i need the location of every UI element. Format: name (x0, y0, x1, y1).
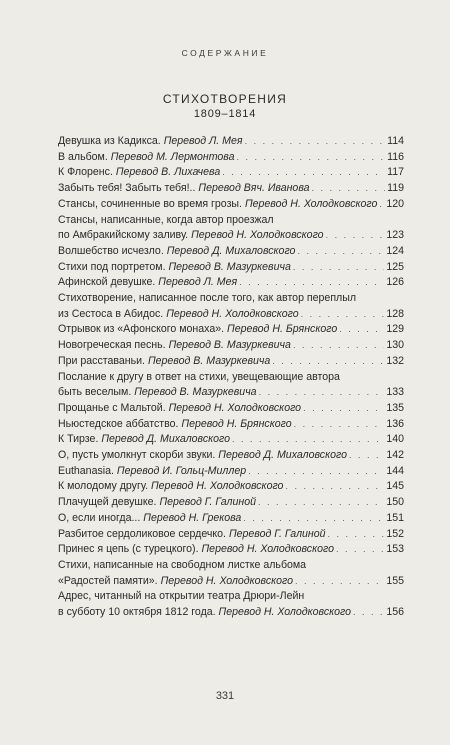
section-title: СТИХОТВОРЕНИЯ (162, 92, 288, 106)
toc-entry-page: 124 (386, 244, 404, 257)
dot-leader (328, 527, 385, 543)
toc-entry-page: 132 (386, 354, 404, 367)
toc-entry-translator: Перевод В. Мазуркевича (147, 354, 271, 367)
toc-entry-title: Euthanasia. (58, 464, 114, 477)
toc-entry-title: Забыть тебя! Забыть тебя!.. (58, 182, 196, 195)
toc-entry (58, 479, 404, 495)
toc-entry (58, 542, 404, 558)
dot-leader (301, 307, 385, 323)
dot-leader (243, 511, 384, 527)
toc-entry-translator: Перевод И. Гольц-Миллер (116, 464, 247, 477)
toc-entry-translator: Перевод Н. Холодковского (166, 307, 299, 320)
toc-entry-title: К Тирзе. (58, 433, 99, 446)
toc-entry-translator: Перевод Л. Мея (158, 276, 238, 289)
toc-entry-title: Прощанье с Мальтой. (58, 401, 166, 414)
toc-entry-title: Отрывок из «Афонского монаха». (58, 323, 225, 336)
toc-entry-title-line: Стихотворение, написанное после того, как автор переплыл (58, 292, 357, 305)
toc-entry-page: 145 (386, 480, 404, 493)
toc-entry-title-line: Стихи, написанные на свободном листке альбома (58, 558, 307, 571)
dot-leader (336, 542, 384, 558)
dot-leader (232, 432, 384, 448)
toc-entry-title: Плачущей девушке. (58, 496, 157, 509)
toc-entry-title: Принес я цепь (с турецкого). (58, 543, 199, 556)
dot-leader (222, 165, 385, 181)
toc-entry-page: 117 (387, 166, 404, 179)
toc-entry (58, 432, 404, 448)
dot-leader (294, 417, 385, 433)
toc-entry (58, 213, 404, 244)
page-header: СОДЕРЖАНИЕ (181, 48, 269, 58)
toc-entry (58, 260, 404, 276)
toc-entry-page: 120 (386, 197, 404, 210)
toc-entry-title-line: Стансы, написанные, когда автор проезжал (58, 213, 274, 226)
dot-leader (353, 605, 384, 621)
toc-entry-title: При расставаньи. (58, 354, 145, 367)
toc-entry (58, 134, 404, 150)
toc-entry-title: в субботу 10 октября 1812 года. (58, 606, 216, 619)
toc-entry-page: 153 (386, 543, 404, 556)
toc-entry (58, 417, 404, 433)
toc-entry-page: 136 (386, 417, 404, 430)
toc-entry-title: Афинской девушке. (58, 276, 156, 289)
toc-entry (58, 464, 404, 480)
toc-entry-page: 126 (386, 276, 404, 289)
toc-entry (58, 322, 404, 338)
toc-entry (58, 511, 404, 527)
dot-leader (303, 401, 384, 417)
toc-entry (58, 558, 404, 589)
toc-entry-translator: Перевод В. Мазуркевича (134, 386, 257, 399)
toc-entry-translator: Перевод Н. Холодковского (168, 401, 302, 414)
toc-entry-title: В альбом. (58, 150, 108, 163)
toc-entry-page: 151 (386, 511, 404, 524)
toc-entry (58, 338, 404, 354)
toc-entry-title: быть веселым. (58, 386, 132, 399)
toc-entry-translator: Перевод Д. Михаловского (218, 449, 347, 462)
toc-entry-page: 116 (387, 150, 404, 163)
dot-leader (259, 385, 385, 401)
toc-entry-translator: Перевод Г. Галиной (159, 496, 257, 509)
dot-leader (285, 479, 384, 495)
toc-entry-page: 142 (386, 449, 404, 462)
toc-entry-page: 119 (387, 182, 404, 195)
toc-entry-page: 114 (387, 135, 404, 147)
toc-entry (58, 197, 404, 213)
dot-leader (245, 134, 386, 150)
toc-entry-title: Стихи под портретом. (58, 260, 166, 273)
toc-entry-page: 133 (386, 386, 404, 399)
toc-entry (58, 448, 404, 464)
toc-entry (58, 181, 404, 197)
toc-entry-title: Новогреческая песнь. (58, 339, 166, 352)
dot-leader (293, 338, 384, 354)
toc-entry-title: О, пусть умолкнут скорби звуки. (58, 449, 216, 462)
toc-entry-translator: Перевод Н. Холодковского (201, 543, 334, 556)
toc-entry-page: 156 (386, 606, 404, 619)
page-number: 331 (215, 690, 235, 702)
toc-entry-translator: Перевод Н. Холодковского (218, 606, 352, 619)
dot-leader (258, 495, 384, 511)
toc-entry-translator: Перевод Н. Холодковского (160, 574, 294, 587)
toc-entry-translator: Перевод Н. Холодковского (191, 229, 324, 242)
section-years: 1809–1814 (193, 108, 257, 120)
toc-entry-page: 123 (386, 229, 404, 242)
toc-entry (58, 275, 404, 291)
dot-leader (339, 322, 384, 338)
toc-entry-page: 130 (386, 339, 404, 352)
dot-leader (312, 181, 386, 197)
toc-entry-title: Девушка из Кадикса. (58, 135, 161, 147)
toc-entry-page: 144 (386, 464, 404, 477)
toc-entry-translator: Перевод Н. Грекова (143, 511, 242, 524)
toc-entry-title: К молодому другу. (58, 480, 149, 493)
table-of-contents (58, 134, 404, 621)
toc-entry-translator: Перевод Н. Холодковского (244, 197, 378, 210)
toc-entry-translator: Перевод В. Мазуркевича (168, 339, 291, 352)
dot-leader (379, 197, 384, 213)
dot-leader (326, 228, 385, 244)
toc-entry-page: 125 (386, 260, 404, 273)
toc-entry (58, 291, 404, 322)
toc-entry-translator: Перевод Н. Холодковского (150, 480, 284, 493)
toc-entry-title: «Радостей памяти». (58, 574, 158, 587)
toc-entry (58, 244, 404, 260)
toc-entry (58, 401, 404, 417)
dot-leader (237, 150, 386, 166)
toc-entry-translator: Перевод Г. Галиной (228, 527, 326, 540)
toc-entry-title-line: Адрес, читанный на открытии театра Дрюри-Лейн (58, 590, 305, 603)
toc-entry-title: К Флоренс. (58, 166, 113, 179)
toc-entry-translator: Перевод М. Лермонтова (110, 150, 235, 163)
toc-entry-title: Волшебство исчезло. (58, 244, 164, 257)
toc-entry-title: по Амбракийскому заливу. (58, 229, 189, 242)
toc-entry-translator: Перевод Л. Мея (163, 135, 243, 147)
toc-entry (58, 150, 404, 166)
toc-entry-page: 140 (386, 433, 404, 446)
dot-leader (293, 260, 384, 276)
toc-entry-translator: Перевод Н. Брянского (181, 417, 292, 430)
dot-leader (349, 448, 384, 464)
toc-entry-page: 129 (386, 323, 404, 336)
dot-leader (239, 275, 384, 291)
toc-entry-page: 152 (386, 527, 404, 540)
toc-entry-page: 150 (386, 496, 404, 509)
dot-leader (297, 244, 384, 260)
toc-entry-title: Разбитое сердоликовое сердечко. (58, 527, 226, 540)
toc-entry (58, 354, 404, 370)
toc-entry (58, 165, 404, 181)
toc-entry (58, 495, 404, 511)
toc-entry-translator: Перевод В. Лихачева (115, 166, 221, 179)
toc-entry-title: О, если иногда... (58, 511, 141, 524)
toc-entry-title: Ньюстедское аббатство. (58, 417, 179, 430)
toc-entry-page: 135 (386, 401, 404, 414)
toc-entry-title-line: Послание к другу в ответ на стихи, увещевающие автора (58, 370, 340, 383)
toc-entry-translator: Перевод В. Мазуркевича (168, 260, 291, 273)
dot-leader (248, 464, 384, 480)
toc-entry-translator: Перевод Д. Михаловского (166, 244, 296, 257)
toc-entry-translator: Перевод Д. Михаловского (101, 433, 231, 446)
dot-leader (272, 354, 384, 370)
toc-entry (58, 527, 404, 543)
toc-entry-translator: Перевод Вяч. Иванова (198, 182, 310, 195)
toc-entry-translator: Перевод Н. Брянского (227, 323, 338, 336)
toc-entry (58, 370, 404, 401)
toc-entry-page: 128 (386, 307, 404, 320)
dot-leader (295, 574, 384, 590)
toc-entry-title: из Сестоса в Абидос. (58, 307, 164, 320)
toc-entry-title: Стансы, сочиненные во время грозы. (58, 197, 242, 210)
toc-entry-page: 155 (386, 574, 404, 587)
toc-entry (58, 589, 404, 620)
